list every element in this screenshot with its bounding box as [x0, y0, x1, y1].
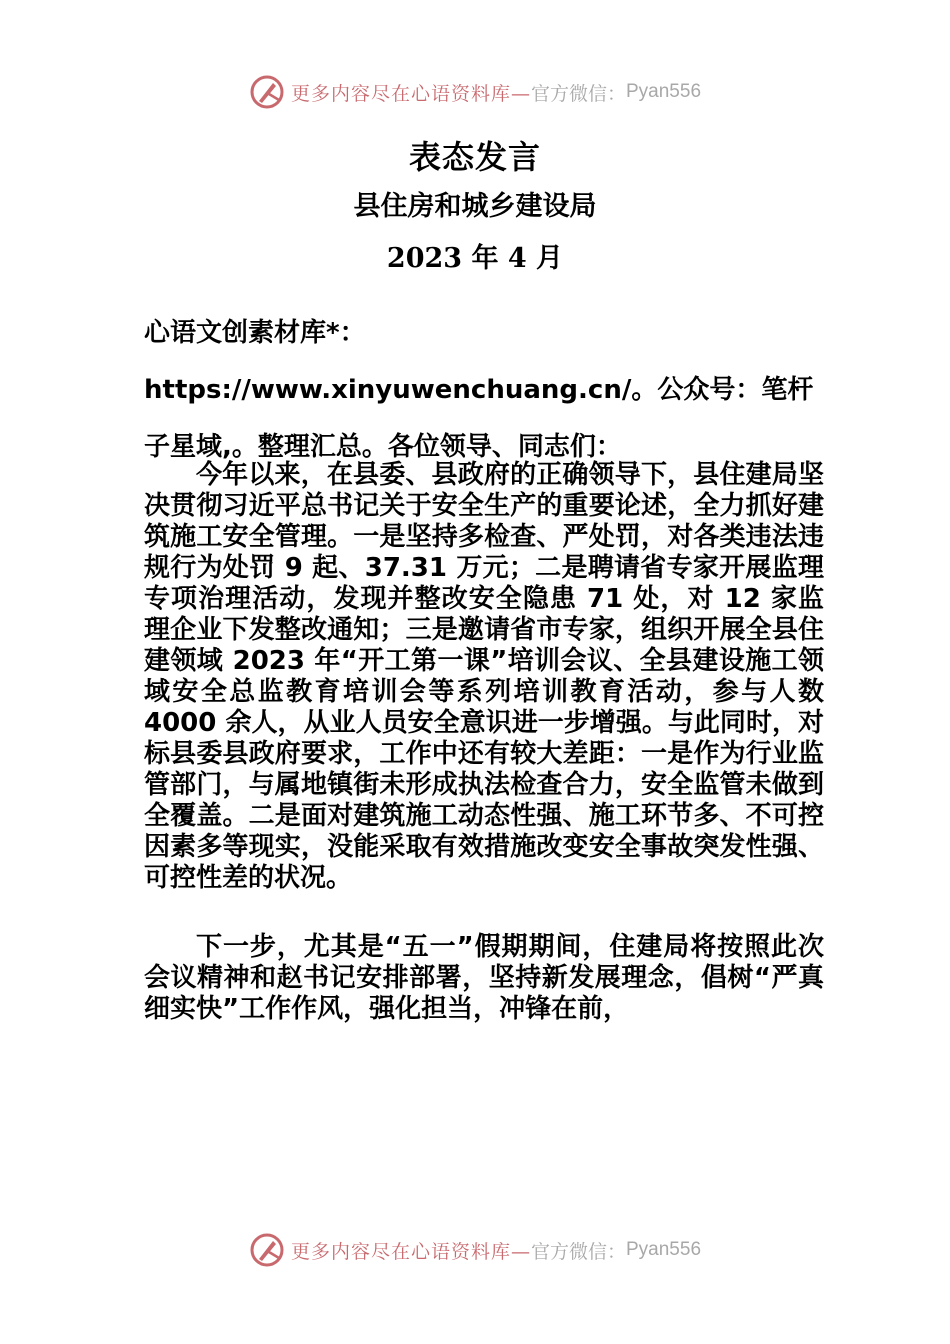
watermark-banner-top: [0, 70, 950, 114]
watermark-wechat-label: 官方微信：: [530, 82, 626, 105]
body-paragraph: 下一步，尤其是“五一”假期期间，住建局将按照此次会议精神和赵书记安排部署，坚持新发展理念，倡树“严真细实快”工作作风，强化担当，冲锋在前，: [144, 932, 824, 1024]
document-date: 2023 年 4 月: [386, 243, 564, 274]
watermark-text: 更多内容尽在心语资料库—: [290, 82, 531, 105]
quill-circle-logo: [249, 74, 285, 110]
watermark-text: 更多内容尽在心语资料库—: [290, 1240, 531, 1263]
watermark-banner-bottom: [0, 1228, 950, 1272]
document-intro: 心语文创素材库*：https://www.xinyuwenchuang.cn/。公众号：笔杆子星域,。整理汇总。各位领导、同志们：: [144, 318, 814, 462]
quill-circle-logo: [249, 1232, 285, 1268]
document-organization: 县住房和城乡建设局: [353, 191, 597, 222]
body-paragraph: 今年以来，在县委、县政府的正确领导下，县住建局坚决贯彻习近平总书记关于安全生产的重要论述，全力抓好建筑施工安全管理。一是坚持多检查、严处罚，对各类违法违规行为处罚 9 起、37.31 万元；二是聘请省专家开展监理专项治理活动，发现并整改安全隐患 71 处，对 12 家监理企业下发整改通知；三是邀请省市专家，组织开展全县住建领域 2023 年“开工第一课”培训会议、全县建设施工领域安全总监教育培训会等系列培训教育活动，参与人数 4000 余人，从业人员安全意识进一步增强。与此同时，对标县委县政府要求，工作中还有较大差距：一是作为行业监管部门，与属地镇街未形成执法检查合力，安全监管未做到全覆盖。二是面对建筑施工动态性强、施工环节多、不可控因素多等现实，没能采取有效措施改变安全事故突发性强、可控性差的状况。: [144, 460, 824, 893]
document-title: 表态发言: [408, 138, 541, 176]
watermark-wechat-id: Pyan556: [626, 81, 702, 102]
watermark-wechat-label: 官方微信：: [530, 1240, 626, 1263]
watermark-wechat-id: Pyan556: [626, 1239, 702, 1260]
